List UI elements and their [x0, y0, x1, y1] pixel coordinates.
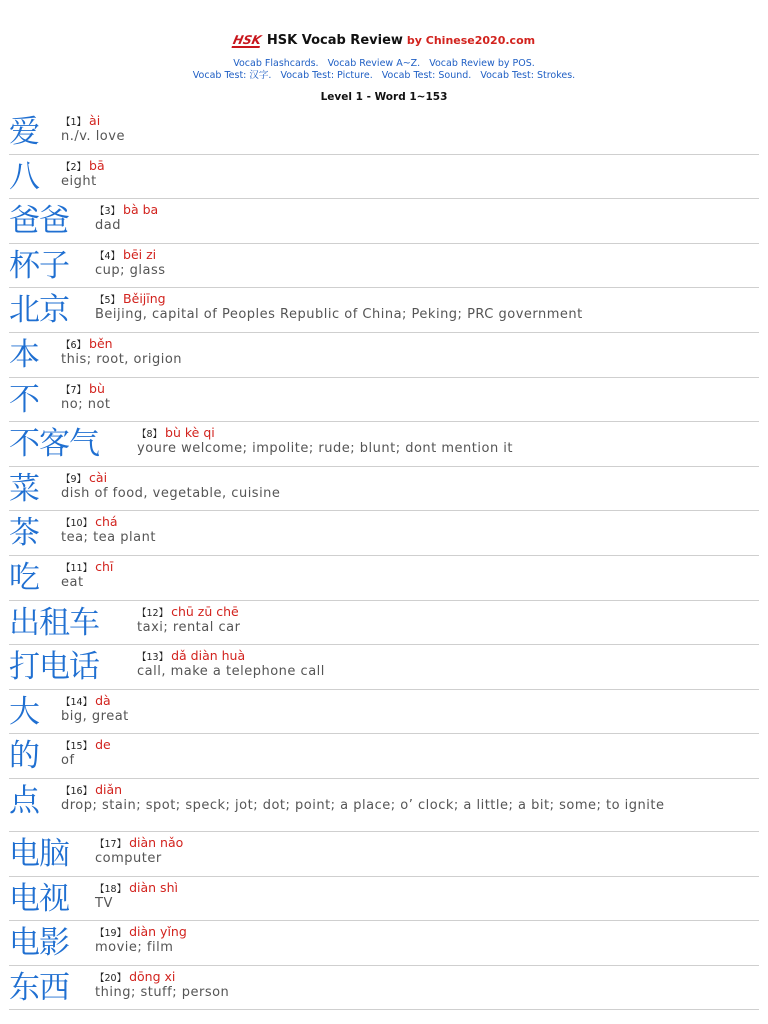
hsk-logo: HSK: [231, 33, 263, 47]
word-number: 【17】: [95, 838, 127, 850]
word-row: [9, 199, 759, 244]
word-hanzi: 爸爸: [9, 203, 69, 240]
word-row: [9, 779, 759, 832]
word-row: [9, 244, 759, 289]
word-pinyin: diàn shì: [129, 879, 178, 895]
word-hanzi: 电脑: [9, 835, 69, 872]
word-pinyin: dǎ diàn huà: [171, 648, 246, 664]
word-definition: call, make a telephone call: [137, 664, 325, 680]
word-hanzi: 电影: [9, 925, 69, 962]
word-number: 【19】: [95, 928, 127, 940]
word-meta: [137, 605, 239, 621]
word-definition: eat: [61, 574, 84, 590]
word-meta: [61, 783, 122, 799]
word-meta: [95, 836, 183, 852]
word-row: [9, 734, 759, 779]
word-row: [9, 155, 759, 200]
word-row: [9, 601, 759, 646]
word-meta: [61, 114, 100, 130]
word-number: 【1】: [61, 117, 87, 128]
link-vocab-flashcards[interactable]: Vocab Flashcards.: [233, 58, 319, 69]
link-test-strokes[interactable]: Vocab Test: Strokes.: [480, 70, 576, 81]
word-number: 【12】: [137, 607, 169, 619]
word-meta: [61, 159, 105, 175]
word-meta: [137, 649, 245, 665]
word-meta: [95, 292, 166, 308]
word-row: [9, 877, 759, 922]
word-meta: [95, 203, 158, 219]
word-meta: [61, 471, 107, 487]
word-definition: this; root, origion: [61, 351, 183, 367]
word-number: 【9】: [61, 473, 87, 485]
word-pinyin: diǎn: [95, 781, 123, 797]
word-row: [9, 690, 759, 735]
word-number: 【15】: [61, 741, 93, 753]
word-row: [9, 511, 759, 556]
word-pinyin: bà ba: [123, 202, 159, 218]
word-meta: [95, 881, 178, 897]
word-hanzi: 菜: [9, 470, 39, 507]
word-meta: [137, 426, 215, 442]
word-meta: [61, 515, 118, 531]
word-meta: [61, 694, 111, 710]
word-row: [9, 556, 759, 601]
word-definition: tea; tea plant: [61, 530, 156, 546]
word-number: 【16】: [61, 785, 93, 797]
word-row: [9, 921, 759, 966]
link-vocab-review-az[interactable]: Vocab Review A~Z.: [327, 58, 421, 69]
word-pinyin: chū zū chē: [171, 603, 239, 619]
word-meta: [95, 248, 156, 264]
word-pinyin: chī: [95, 558, 114, 574]
word-definition: of: [61, 753, 75, 769]
word-row: [9, 288, 759, 333]
word-definition: taxi; rental car: [137, 619, 241, 635]
word-number: 【4】: [95, 250, 121, 262]
word-pinyin: dà: [95, 692, 111, 708]
word-pinyin: dōng xi: [129, 968, 176, 984]
word-meta: [95, 970, 175, 986]
word-hanzi: 本: [9, 336, 39, 373]
title-line: [0, 33, 768, 48]
word-row: [9, 333, 759, 378]
word-hanzi: 打电话: [9, 649, 99, 686]
word-hanzi: 八: [9, 158, 39, 195]
word-meta: [61, 382, 105, 398]
word-pinyin: Běijīng: [123, 291, 166, 307]
word-number: 【11】: [61, 562, 93, 574]
word-number: 【7】: [61, 384, 87, 396]
word-meta: [61, 738, 111, 754]
word-pinyin: ài: [89, 113, 101, 128]
word-definition: TV: [95, 895, 113, 911]
word-number: 【20】: [95, 972, 127, 984]
word-list: [9, 110, 759, 1010]
word-definition: no; not: [61, 396, 111, 412]
word-hanzi: 茶: [9, 515, 39, 552]
word-hanzi: 爱: [9, 114, 39, 150]
word-meta: [61, 560, 113, 576]
word-row: [9, 645, 759, 690]
word-hanzi: 杯子: [9, 247, 69, 284]
word-number: 【18】: [95, 883, 127, 895]
word-definition: drop; stain; spot; speck; jot; dot; point; a place; o’ clock; a little; a bit; some; to ignite: [61, 797, 665, 813]
word-definition: big, great: [61, 708, 129, 724]
word-pinyin: bù kè qi: [165, 425, 215, 441]
word-pinyin: diàn yǐng: [129, 924, 187, 940]
word-definition: eight: [61, 173, 97, 189]
word-meta: [95, 925, 187, 941]
link-vocab-review-pos[interactable]: Vocab Review by POS.: [429, 58, 535, 69]
byline-link[interactable]: by Chinese2020.com: [406, 34, 536, 47]
word-number: 【6】: [61, 339, 87, 351]
word-row: [9, 110, 759, 155]
word-pinyin: cài: [89, 469, 108, 485]
word-definition: dish of food, vegetable, cuisine: [61, 485, 281, 501]
nav-links: [0, 58, 768, 82]
word-row: [9, 378, 759, 423]
word-pinyin: diàn nǎo: [129, 834, 184, 850]
link-test-picture[interactable]: Vocab Test: Picture.: [280, 70, 373, 81]
word-hanzi: 大: [9, 693, 39, 730]
word-row: [9, 467, 759, 512]
word-definition: Beijing, capital of Peoples Republic of China; Peking; PRC government: [95, 307, 583, 323]
word-definition: computer: [95, 850, 162, 866]
word-number: 【5】: [95, 295, 121, 307]
word-row: [9, 832, 759, 877]
word-pinyin: de: [95, 737, 111, 753]
word-definition: thing; stuff; person: [95, 984, 230, 1000]
word-definition: youre welcome; impolite; rude; blunt; dont mention it: [137, 441, 514, 457]
word-pinyin: bù: [89, 380, 105, 396]
word-pinyin: bēi zi: [123, 246, 157, 262]
link-test-hanzi[interactable]: Vocab Test: 汉字.: [192, 70, 272, 81]
word-hanzi: 不: [9, 381, 39, 418]
page-title: HSK Vocab Review: [266, 33, 403, 48]
word-number: 【2】: [61, 161, 87, 173]
word-pinyin: bā: [89, 157, 105, 173]
word-definition: movie; film: [95, 940, 174, 956]
word-hanzi: 点: [9, 782, 39, 819]
word-hanzi: 的: [9, 738, 39, 775]
word-definition: dad: [95, 218, 121, 234]
word-hanzi: 不客气: [9, 426, 99, 463]
word-number: 【3】: [95, 206, 121, 218]
word-definition: cup; glass: [95, 262, 166, 278]
word-number: 【14】: [61, 696, 93, 708]
word-pinyin: chá: [95, 514, 118, 530]
word-hanzi: 电视: [9, 880, 69, 917]
level-heading: Level 1 - Word 1~153: [320, 91, 448, 103]
word-meta: [61, 337, 113, 353]
word-number: 【10】: [61, 518, 93, 530]
word-hanzi: 出租车: [9, 604, 99, 641]
word-pinyin: běn: [89, 335, 113, 351]
word-hanzi: 吃: [9, 559, 39, 596]
word-hanzi: 北京: [9, 292, 69, 329]
word-row: [9, 966, 759, 1011]
word-definition: n./v. love: [61, 129, 125, 144]
word-number: 【8】: [137, 429, 163, 441]
word-hanzi: 东西: [9, 969, 69, 1006]
word-number: 【13】: [137, 652, 169, 664]
link-test-sound[interactable]: Vocab Test: Sound.: [381, 70, 472, 81]
word-row: [9, 422, 759, 467]
